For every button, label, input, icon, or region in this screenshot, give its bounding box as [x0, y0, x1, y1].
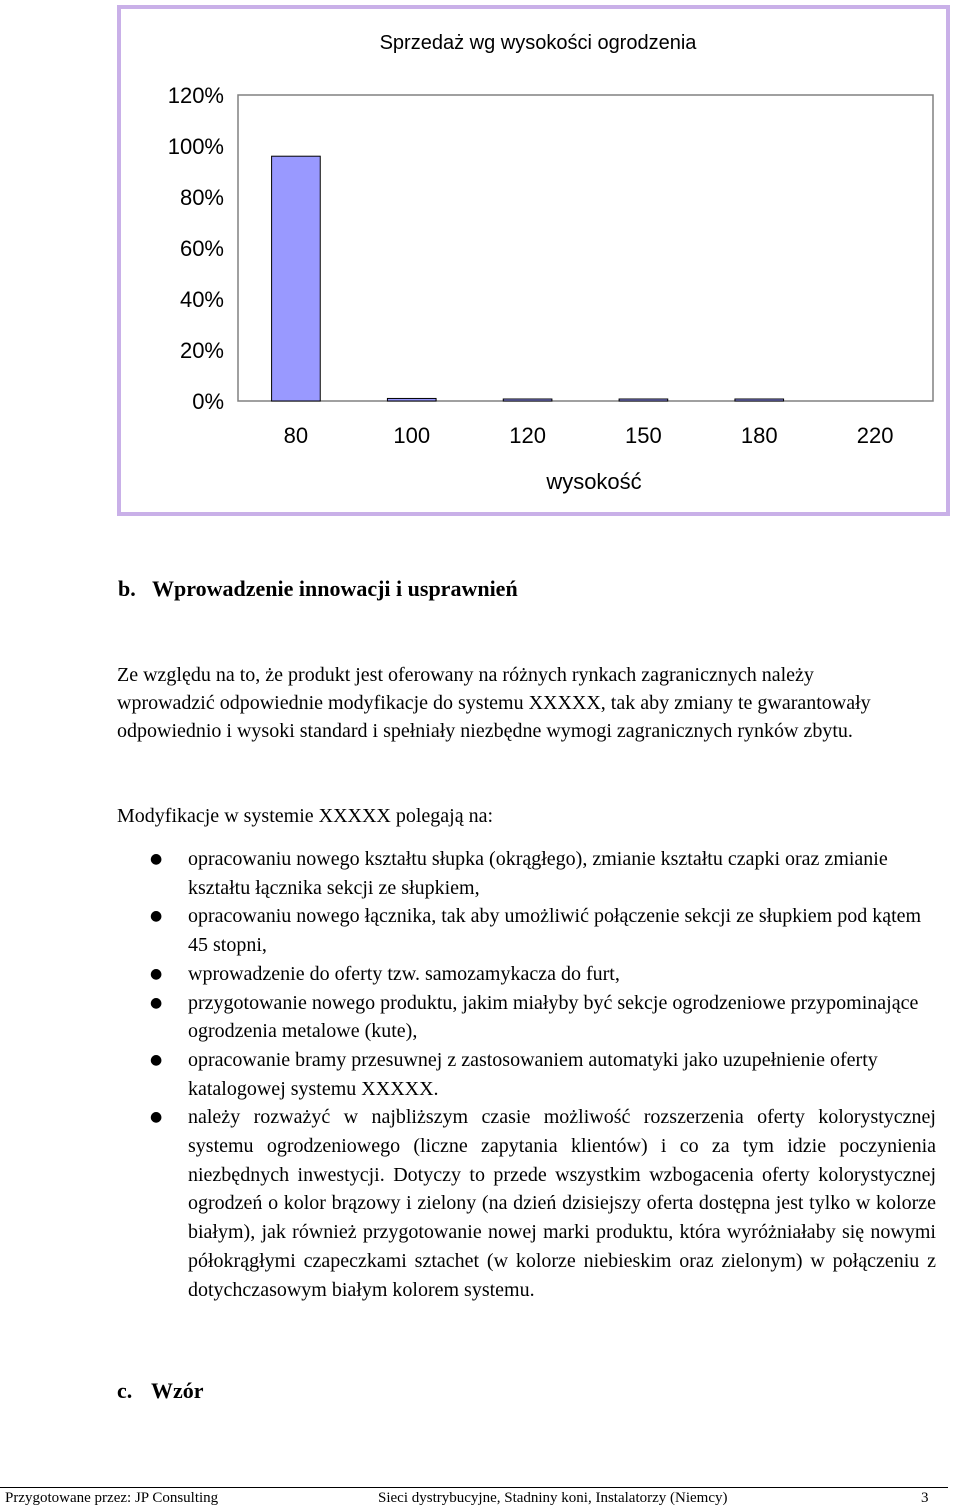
section-b-number: b. — [118, 576, 136, 601]
y-tick-label: 60% — [179, 236, 224, 261]
y-tick-label: 100% — [167, 134, 224, 159]
bar-80 — [272, 156, 321, 401]
x-tick-label: 100 — [393, 423, 431, 448]
x-tick-label: 80 — [283, 423, 309, 448]
y-tick-label: 120% — [167, 83, 224, 108]
footer-divider — [0, 1487, 948, 1488]
footer-page-number: 3 — [921, 1490, 929, 1506]
section-c-heading — [117, 1378, 204, 1404]
bar-120 — [503, 399, 552, 401]
x-tick-label: 150 — [625, 423, 662, 448]
plot-area — [238, 95, 933, 401]
bullet-icon: ● — [150, 994, 163, 1011]
section-c-title: Wzór — [151, 1378, 204, 1403]
footer-title: Sieci dystrybucyjne, Stadniny koni, Instalatorzy (Niemcy) — [378, 1490, 728, 1506]
list-item: ● opracowanie bramy przesuwnej z zastosowaniem automatyki jako uzupełnienie oferty katalogowej systemu XXXXX. — [150, 1046, 936, 1103]
sales-chart — [121, 9, 946, 512]
bullet-icon: ● — [150, 1109, 163, 1126]
chart-frame — [117, 5, 950, 516]
bullet-icon: ● — [150, 851, 163, 867]
modifications-list — [150, 845, 936, 1304]
list-item: ● wprowadzenie do oferty tzw. samozamykacza do furt, — [150, 960, 936, 989]
bar-100 — [387, 398, 436, 401]
bar-180 — [735, 399, 784, 401]
footer-author: Przygotowane przez: JP Consulting — [5, 1490, 219, 1506]
bar-150 — [619, 399, 668, 401]
y-tick-label: 0% — [192, 389, 224, 414]
section-b-title: Wprowadzenie innowacji i usprawnień — [152, 576, 518, 601]
section-c-number: c. — [117, 1378, 133, 1403]
list-item: ● przygotowanie nowego produktu, jakim miałyby być sekcje ogrodzeniowe przypominające ogrodzenia metalowe (kute), — [150, 989, 936, 1046]
section-b-heading — [118, 576, 518, 602]
bullet-icon: ● — [150, 908, 163, 925]
y-tick-label: 80% — [179, 185, 224, 210]
y-tick-label: 20% — [179, 338, 224, 363]
modifications-intro: Modyfikacje w systemie XXXXX polegają na: — [117, 805, 494, 827]
bullet-icon: ● — [150, 965, 163, 982]
list-item: ● opracowaniu nowego kształtu słupka (okrągłego), zmianie kształtu czapki oraz zmianie kształtu łącznika sekcji ze słupkiem, — [150, 845, 936, 902]
y-tick-label: 40% — [179, 287, 224, 312]
chart-title: Sprzedaż wg wysokości ogrodzenia — [379, 32, 697, 54]
list-item: ● opracowaniu nowego łącznika, tak aby umożliwić połączenie sekcji ze słupkiem pod kątem 45 stopni, — [150, 902, 936, 959]
intro-paragraph: Ze względu na to, że produkt jest oferowany na różnych rynkach zagranicznych należy wprowadzić odpowiednie modyfikacje do systemu XXXXX, tak aby zmiany te gwarantowały odpowiednio i wysoki standard i spełniały niezbędne wymogi zagranicznych rynków zbytu. — [117, 664, 871, 742]
x-tick-label: 120 — [509, 423, 546, 448]
x-axis-label: wysokość — [546, 469, 642, 494]
x-tick-label: 180 — [740, 423, 778, 448]
x-tick-label: 220 — [856, 423, 894, 448]
bullet-icon: ● — [150, 1051, 163, 1068]
list-item: ● należy rozważyć w najbliższym czasie możliwość rozszerzenia oferty kolorystycznej systemu ogrodzeniowego (liczne zapytania klientów) i co za tym idzie poczynienia niezbędnych inwestycji. Dotyczy to przede wszystkim wzbogacenia oferty kolorystycznej ogrodzeń o kolor brązowy i zielony (na dzień dzisiejszy oferta dostępna jest tylko w kolorze białym), jak również przygotowanie nowej marki produktu, która wyróżniałaby się nowymi półokrągłymi czapeczkami sztachet (w kolorze niebieskim oraz zielonym) w połączeniu z dotychczasowym białym kolorem systemu. — [150, 1103, 936, 1304]
